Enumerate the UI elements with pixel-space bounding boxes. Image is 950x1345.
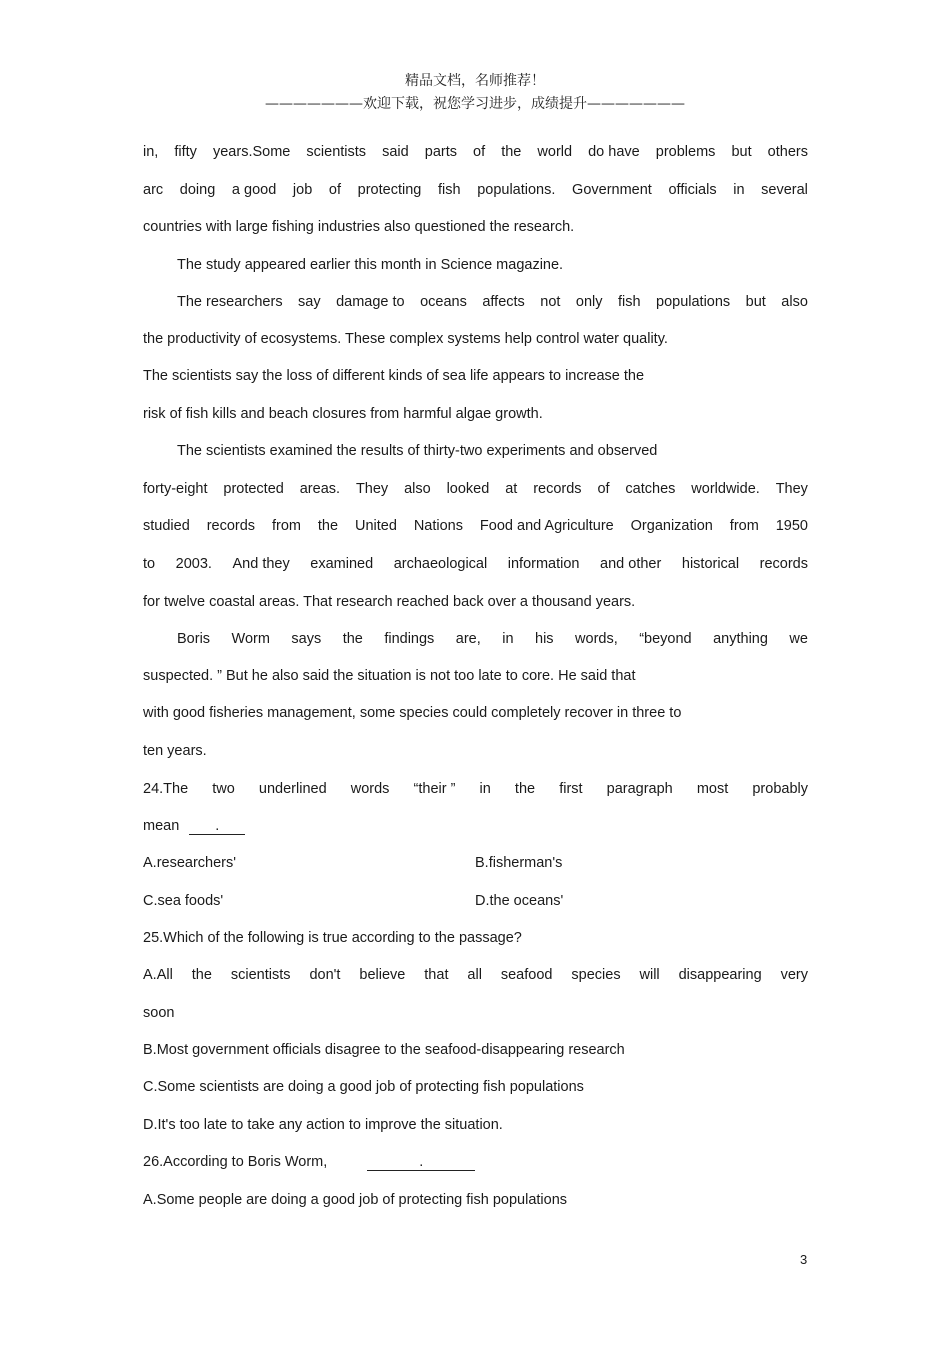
word: scientists (230, 967, 291, 983)
word: only (575, 294, 603, 310)
word: The researchers (177, 294, 283, 310)
word: job (292, 182, 313, 198)
text-line: countries with large fishing industries also questioned the research. (143, 219, 575, 235)
answer-blank-q26: . (367, 1155, 475, 1171)
word: paragraph (606, 781, 673, 797)
text-line (143, 517, 808, 535)
word: worldwide. (691, 481, 760, 497)
text-line (143, 181, 808, 199)
word: Organization (630, 518, 713, 534)
word: And they (232, 556, 290, 572)
question-26-stem-text: 26.According to Boris Worm, (143, 1154, 328, 1170)
word: say (298, 294, 321, 310)
word: archaeological (393, 556, 488, 572)
word: Food and Agriculture (479, 518, 614, 534)
word: the (342, 631, 363, 647)
word: of (473, 144, 486, 160)
word: United (354, 518, 397, 534)
word: world (537, 144, 573, 160)
word: first (559, 781, 583, 797)
word: believe (359, 967, 406, 983)
word: A.All (143, 967, 173, 983)
word: said (382, 144, 409, 160)
word: but (731, 144, 752, 160)
word: at (505, 481, 518, 497)
option-b: B.Most government officials disagree to the seafood-disappearing research (143, 1042, 625, 1058)
question-26-stem (143, 1153, 475, 1171)
word: fish (617, 294, 641, 310)
word: underlined (258, 781, 327, 797)
word: species (571, 967, 621, 983)
option-c: C.Some scientists are doing a good job of protecting fish populations (143, 1079, 584, 1095)
word: parts (424, 144, 457, 160)
word: seafood (500, 967, 553, 983)
word: problems (655, 144, 716, 160)
word: of (328, 182, 342, 198)
word: damage to (336, 294, 405, 310)
word: to (143, 556, 156, 572)
word: will (639, 967, 660, 983)
word: also (781, 294, 808, 310)
word: “their ” (413, 781, 456, 797)
word: years.Some (212, 144, 291, 160)
word: areas. (299, 481, 341, 497)
word: not (540, 294, 561, 310)
text-line (177, 630, 808, 648)
word: doing (179, 182, 216, 198)
word: Government (572, 182, 652, 198)
word: protected (223, 481, 284, 497)
word: officials (668, 182, 717, 198)
word: the (501, 144, 522, 160)
word: catches (625, 481, 676, 497)
word: studied (143, 518, 190, 534)
page-number: 3 (800, 1252, 808, 1267)
word: from (729, 518, 759, 534)
word: 2003. (175, 556, 212, 572)
word: information (507, 556, 580, 572)
question-24-stem-text: mean (143, 818, 180, 834)
word: populations. (477, 182, 556, 198)
word: findings (384, 631, 435, 647)
word: all (467, 967, 482, 983)
word: his (535, 631, 554, 647)
text-line: with good fisheries management, some species could completely recover in three to (143, 705, 682, 721)
word: oceans (420, 294, 467, 310)
page-header-title: 精品文档，名师推荐！ (405, 73, 545, 89)
text-line: risk of fish kills and beach closures from harmful algae growth. (143, 406, 543, 422)
text-line: The study appeared earlier this month in Science magazine. (177, 257, 564, 273)
text-line: The scientists say the loss of different kinds of sea life appears to increase the (143, 368, 645, 384)
word: very (780, 967, 808, 983)
word: words, (575, 631, 618, 647)
question-24-stem (143, 780, 808, 798)
text-line: for twelve coastal areas. That research reached back over a thousand years. (143, 594, 636, 610)
text-line (143, 480, 808, 498)
word: Boris (177, 631, 211, 647)
word: most (696, 781, 729, 797)
option-c: C.sea foods' (143, 893, 224, 909)
text-line: The scientists examined the results of thirty-two experiments and observed (177, 443, 658, 459)
word: “beyond (639, 631, 692, 647)
option-a (143, 966, 808, 984)
word: two (212, 781, 235, 797)
option-a: A.researchers' (143, 855, 237, 871)
word: records (206, 518, 256, 534)
word: populations (656, 294, 731, 310)
text-line: the productivity of ecosystems. These complex systems help control water quality. (143, 331, 668, 347)
word: that (424, 967, 449, 983)
answer-blank-q24: . (189, 819, 245, 835)
word: fifty (174, 144, 197, 160)
word: affects (482, 294, 525, 310)
word: the (191, 967, 212, 983)
word: we (789, 631, 808, 647)
word: of (597, 481, 610, 497)
word: looked (446, 481, 490, 497)
word: but (745, 294, 766, 310)
word: anything (713, 631, 768, 647)
word: in (479, 781, 491, 797)
word: They (775, 481, 808, 497)
word: in (502, 631, 514, 647)
word: disappearing (678, 967, 762, 983)
word: don't (309, 967, 341, 983)
word: in, (143, 144, 159, 160)
word: examined (310, 556, 374, 572)
word: forty-eight (143, 481, 208, 497)
word: records (533, 481, 582, 497)
word: arc (143, 182, 164, 198)
option-b: B.fisherman's (475, 855, 563, 871)
word: 1950 (775, 518, 808, 534)
word: the (514, 781, 536, 797)
text-line (143, 143, 808, 161)
question-25-stem: 25.Which of the following is true according to the passage? (143, 930, 522, 946)
text-line (143, 555, 808, 573)
option-d: D.the oceans' (475, 893, 564, 909)
word: protecting (357, 182, 422, 198)
word: says (291, 631, 322, 647)
word: scientists (306, 144, 367, 160)
text-line (177, 293, 808, 311)
option-a: A.Some people are doing a good job of protecting fish populations (143, 1192, 568, 1208)
word: others (767, 144, 808, 160)
word: records (759, 556, 808, 572)
text-line: ten years. (143, 743, 207, 759)
word: Nations (413, 518, 463, 534)
word: probably (752, 781, 808, 797)
option-a-cont: soon (143, 1005, 175, 1021)
word: in (733, 182, 745, 198)
word: They (355, 481, 389, 497)
question-24-stem-end (143, 817, 245, 835)
option-d: D.It's too late to take any action to improve the situation. (143, 1117, 503, 1133)
word: are, (455, 631, 481, 647)
word: several (761, 182, 808, 198)
page-header-banner: ———————欢迎下载，祝您学习进步，成绩提升——————— (265, 96, 685, 112)
word: historical (681, 556, 740, 572)
word: Worm (231, 631, 270, 647)
word: also (404, 481, 431, 497)
word: fish (437, 182, 461, 198)
word: the (317, 518, 339, 534)
word: from (271, 518, 301, 534)
word: 24.The (143, 781, 189, 797)
text-line: suspected. ” But he also said the situation is not too late to core. He said that (143, 668, 636, 684)
word: and other (600, 556, 662, 572)
word: do have (588, 144, 640, 160)
word: words (350, 781, 390, 797)
word: a good (231, 182, 277, 198)
